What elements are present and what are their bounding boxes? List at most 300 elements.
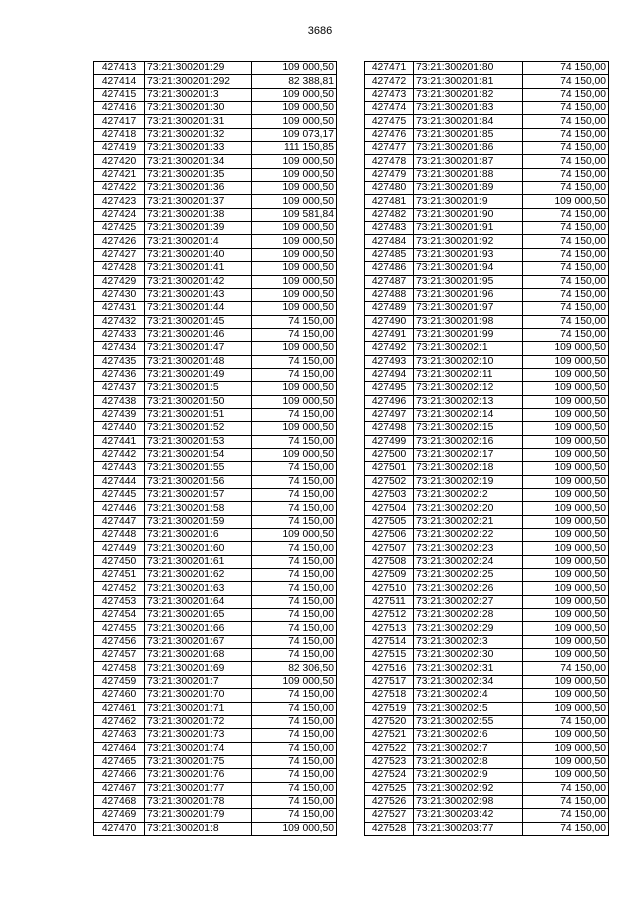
value-cell: 74 150,00 — [523, 315, 609, 328]
record-number-cell: 427456 — [94, 635, 145, 648]
cadastral-number-cell: 73:21:300202:2 — [414, 489, 523, 502]
value-cell: 109 000,50 — [252, 88, 337, 101]
value-cell: 74 150,00 — [523, 62, 609, 75]
cadastral-number-cell: 73:21:300201:92 — [414, 235, 523, 248]
value-cell: 74 150,00 — [252, 635, 337, 648]
value-cell: 74 150,00 — [523, 662, 609, 675]
table-row — [94, 662, 337, 675]
cadastral-number-cell: 73:21:300201:30 — [145, 102, 252, 115]
record-number-cell: 427496 — [365, 395, 414, 408]
value-cell: 109 000,50 — [523, 475, 609, 488]
table-row — [365, 502, 609, 515]
record-number-cell: 427511 — [365, 595, 414, 608]
table-row — [365, 769, 609, 782]
table-row — [365, 795, 609, 808]
value-cell: 109 000,50 — [523, 462, 609, 475]
record-number-cell: 427467 — [94, 782, 145, 795]
cadastral-number-cell: 73:21:300202:5 — [414, 702, 523, 715]
cadastral-number-cell: 73:21:300202:20 — [414, 502, 523, 515]
table-row — [94, 542, 337, 555]
cadastral-number-cell: 73:21:300201:62 — [145, 569, 252, 582]
cadastral-number-cell: 73:21:300201:53 — [145, 435, 252, 448]
value-cell: 74 150,00 — [252, 769, 337, 782]
record-number-cell: 427459 — [94, 675, 145, 688]
cadastral-number-cell: 73:21:300202:31 — [414, 662, 523, 675]
table-row — [365, 462, 609, 475]
cadastral-number-cell: 73:21:300202:3 — [414, 635, 523, 648]
cadastral-number-cell: 73:21:300201:67 — [145, 635, 252, 648]
table-row — [94, 62, 337, 75]
value-cell: 109 000,50 — [523, 635, 609, 648]
table-row — [94, 742, 337, 755]
table-row — [94, 635, 337, 648]
record-number-cell: 427495 — [365, 382, 414, 395]
value-cell: 109 000,50 — [252, 248, 337, 261]
cadastral-number-cell: 73:21:300202:4 — [414, 689, 523, 702]
value-cell: 109 000,50 — [252, 155, 337, 168]
value-cell: 109 000,50 — [252, 302, 337, 315]
record-number-cell: 427444 — [94, 475, 145, 488]
table-row — [94, 555, 337, 568]
cadastral-number-cell: 73:21:300202:55 — [414, 715, 523, 728]
table-row — [94, 102, 337, 115]
cadastral-number-cell: 73:21:300202:9 — [414, 769, 523, 782]
cadastral-number-cell: 73:21:300201:6 — [145, 529, 252, 542]
table-row — [365, 755, 609, 768]
record-number-cell: 427430 — [94, 288, 145, 301]
table-row — [365, 595, 609, 608]
cadastral-number-cell: 73:21:300201:97 — [414, 302, 523, 315]
record-number-cell: 427523 — [365, 755, 414, 768]
value-cell: 109 581,84 — [252, 208, 337, 221]
record-number-cell: 427437 — [94, 382, 145, 395]
record-number-cell: 427490 — [365, 315, 414, 328]
record-number-cell: 427458 — [94, 662, 145, 675]
cadastral-number-cell: 73:21:300202:28 — [414, 609, 523, 622]
record-number-cell: 427491 — [365, 328, 414, 341]
value-cell: 74 150,00 — [252, 368, 337, 381]
table-row — [94, 315, 337, 328]
cadastral-number-cell: 73:21:300202:8 — [414, 755, 523, 768]
table-row — [365, 168, 609, 181]
cadastral-number-cell: 73:21:300202:14 — [414, 408, 523, 421]
table-row — [94, 462, 337, 475]
record-number-cell: 427492 — [365, 342, 414, 355]
record-number-cell: 427505 — [365, 515, 414, 528]
table-row — [94, 702, 337, 715]
cadastral-number-cell: 73:21:300202:24 — [414, 555, 523, 568]
value-cell: 74 150,00 — [523, 275, 609, 288]
table-row — [365, 675, 609, 688]
value-cell: 74 150,00 — [523, 102, 609, 115]
cadastral-number-cell: 73:21:300202:16 — [414, 435, 523, 448]
cadastral-number-cell: 73:21:300201:47 — [145, 342, 252, 355]
value-cell: 109 000,50 — [252, 675, 337, 688]
cadastral-number-cell: 73:21:300202:1 — [414, 342, 523, 355]
record-number-cell: 427464 — [94, 742, 145, 755]
record-number-cell: 427415 — [94, 88, 145, 101]
table-row — [94, 395, 337, 408]
cadastral-number-cell: 73:21:300202:7 — [414, 742, 523, 755]
record-number-cell: 427441 — [94, 435, 145, 448]
table-row — [365, 182, 609, 195]
table-row — [94, 755, 337, 768]
value-cell: 109 000,50 — [523, 502, 609, 515]
cadastral-number-cell: 73:21:300201:73 — [145, 729, 252, 742]
value-cell: 109 000,50 — [523, 595, 609, 608]
value-cell: 109 000,50 — [252, 529, 337, 542]
record-number-cell: 427475 — [365, 115, 414, 128]
cadastral-number-cell: 73:21:300201:61 — [145, 555, 252, 568]
table-row — [365, 248, 609, 261]
cadastral-number-cell: 73:21:300201:54 — [145, 448, 252, 461]
table-row — [94, 582, 337, 595]
value-cell: 109 000,50 — [523, 529, 609, 542]
cadastral-number-cell: 73:21:300202:25 — [414, 569, 523, 582]
cadastral-number-cell: 73:21:300201:37 — [145, 195, 252, 208]
table-row — [365, 315, 609, 328]
record-number-cell: 427420 — [94, 155, 145, 168]
record-number-cell: 427463 — [94, 729, 145, 742]
table-row — [94, 689, 337, 702]
value-cell: 74 150,00 — [523, 248, 609, 261]
record-number-cell: 427522 — [365, 742, 414, 755]
value-cell: 74 150,00 — [523, 142, 609, 155]
record-number-cell: 427436 — [94, 368, 145, 381]
record-number-cell: 427498 — [365, 422, 414, 435]
table-row — [94, 448, 337, 461]
record-number-cell: 427472 — [365, 75, 414, 88]
value-cell: 109 000,50 — [523, 649, 609, 662]
cadastral-number-cell: 73:21:300201:85 — [414, 128, 523, 141]
record-number-cell: 427453 — [94, 595, 145, 608]
value-cell: 109 000,50 — [523, 368, 609, 381]
table-row — [94, 75, 337, 88]
record-number-cell: 427414 — [94, 75, 145, 88]
cadastral-number-cell: 73:21:300201:4 — [145, 235, 252, 248]
record-number-cell: 427493 — [365, 355, 414, 368]
value-cell: 109 000,50 — [252, 262, 337, 275]
value-cell: 109 000,50 — [252, 182, 337, 195]
cadastral-number-cell: 73:21:300201:76 — [145, 769, 252, 782]
record-number-cell: 427477 — [365, 142, 414, 155]
register-table-right — [364, 61, 609, 836]
record-number-cell: 427499 — [365, 435, 414, 448]
cadastral-number-cell: 73:21:300201:96 — [414, 288, 523, 301]
record-number-cell: 427527 — [365, 809, 414, 822]
table-row — [94, 435, 337, 448]
value-cell: 109 000,50 — [252, 168, 337, 181]
table-row — [94, 715, 337, 728]
record-number-cell: 427419 — [94, 142, 145, 155]
value-cell: 74 150,00 — [523, 809, 609, 822]
cadastral-number-cell: 73:21:300201:66 — [145, 622, 252, 635]
cadastral-number-cell: 73:21:300201:51 — [145, 408, 252, 421]
value-cell: 109 000,50 — [523, 555, 609, 568]
cadastral-number-cell: 73:21:300201:99 — [414, 328, 523, 341]
cadastral-number-cell: 73:21:300201:55 — [145, 462, 252, 475]
value-cell: 74 150,00 — [523, 115, 609, 128]
table-row — [365, 422, 609, 435]
cadastral-number-cell: 73:21:300202:30 — [414, 649, 523, 662]
table-row — [365, 395, 609, 408]
value-cell: 74 150,00 — [252, 315, 337, 328]
cadastral-number-cell: 73:21:300201:41 — [145, 262, 252, 275]
table-row — [365, 208, 609, 221]
cadastral-number-cell: 73:21:300201:60 — [145, 542, 252, 555]
cadastral-number-cell: 73:21:300201:34 — [145, 155, 252, 168]
cadastral-number-cell: 73:21:300201:68 — [145, 649, 252, 662]
value-cell: 74 150,00 — [252, 435, 337, 448]
value-cell: 74 150,00 — [523, 168, 609, 181]
cadastral-number-cell: 73:21:300201:86 — [414, 142, 523, 155]
value-cell: 109 000,50 — [523, 448, 609, 461]
table-row — [365, 809, 609, 822]
record-number-cell: 427462 — [94, 715, 145, 728]
value-cell: 74 150,00 — [252, 715, 337, 728]
record-number-cell: 427481 — [365, 195, 414, 208]
table-row — [365, 155, 609, 168]
value-cell: 74 150,00 — [523, 715, 609, 728]
record-number-cell: 427479 — [365, 168, 414, 181]
record-number-cell: 427454 — [94, 609, 145, 622]
record-number-cell: 427508 — [365, 555, 414, 568]
value-cell: 109 000,50 — [523, 569, 609, 582]
value-cell: 109 000,50 — [252, 115, 337, 128]
cadastral-number-cell: 73:21:300201:64 — [145, 595, 252, 608]
cadastral-number-cell: 73:21:300201:70 — [145, 689, 252, 702]
record-number-cell: 427421 — [94, 168, 145, 181]
record-number-cell: 427471 — [365, 62, 414, 75]
value-cell: 74 150,00 — [252, 809, 337, 822]
table-row — [94, 809, 337, 822]
cadastral-number-cell: 73:21:300201:46 — [145, 328, 252, 341]
value-cell: 74 150,00 — [523, 822, 609, 835]
record-number-cell: 427507 — [365, 542, 414, 555]
record-number-cell: 427439 — [94, 408, 145, 421]
cadastral-number-cell: 73:21:300201:94 — [414, 262, 523, 275]
value-cell: 74 150,00 — [523, 88, 609, 101]
record-number-cell: 427524 — [365, 769, 414, 782]
value-cell: 82 388,81 — [252, 75, 337, 88]
table-row — [365, 489, 609, 502]
value-cell: 109 000,50 — [523, 195, 609, 208]
record-number-cell: 427525 — [365, 782, 414, 795]
table-row — [94, 88, 337, 101]
table-row — [94, 328, 337, 341]
table-row — [365, 582, 609, 595]
table-row — [94, 609, 337, 622]
record-number-cell: 427446 — [94, 502, 145, 515]
table-row — [365, 622, 609, 635]
value-cell: 74 150,00 — [252, 582, 337, 595]
cadastral-number-cell: 73:21:300201:31 — [145, 115, 252, 128]
record-number-cell: 427494 — [365, 368, 414, 381]
value-cell: 109 000,50 — [523, 489, 609, 502]
record-number-cell: 427480 — [365, 182, 414, 195]
value-cell: 109 073,17 — [252, 128, 337, 141]
table-row — [365, 102, 609, 115]
record-number-cell: 427506 — [365, 529, 414, 542]
cadastral-number-cell: 73:21:300201:84 — [414, 115, 523, 128]
value-cell: 74 150,00 — [523, 208, 609, 221]
record-number-cell: 427503 — [365, 489, 414, 502]
record-number-cell: 427452 — [94, 582, 145, 595]
value-cell: 74 150,00 — [252, 622, 337, 635]
table-row — [94, 302, 337, 315]
record-number-cell: 427465 — [94, 755, 145, 768]
cadastral-number-cell: 73:21:300202:29 — [414, 622, 523, 635]
cadastral-number-cell: 73:21:300202:34 — [414, 675, 523, 688]
value-cell: 109 000,50 — [523, 675, 609, 688]
table-row — [365, 435, 609, 448]
cadastral-number-cell: 73:21:300201:82 — [414, 88, 523, 101]
cadastral-number-cell: 73:21:300201:81 — [414, 75, 523, 88]
record-number-cell: 427432 — [94, 315, 145, 328]
value-cell: 74 150,00 — [252, 595, 337, 608]
table-row — [365, 222, 609, 235]
table-row — [365, 569, 609, 582]
cadastral-number-cell: 73:21:300201:36 — [145, 182, 252, 195]
value-cell: 109 000,50 — [252, 342, 337, 355]
table-row — [365, 328, 609, 341]
record-number-cell: 427518 — [365, 689, 414, 702]
table-row — [365, 689, 609, 702]
record-number-cell: 427418 — [94, 128, 145, 141]
cadastral-number-cell: 73:21:300202:27 — [414, 595, 523, 608]
table-row — [365, 408, 609, 421]
record-number-cell: 427486 — [365, 262, 414, 275]
value-cell: 74 150,00 — [252, 408, 337, 421]
table-row — [365, 302, 609, 315]
value-cell: 74 150,00 — [252, 475, 337, 488]
cadastral-number-cell: 73:21:300201:57 — [145, 489, 252, 502]
cadastral-number-cell: 73:21:300202:11 — [414, 368, 523, 381]
cadastral-number-cell: 73:21:300201:90 — [414, 208, 523, 221]
page-number: 3686 — [307, 25, 333, 37]
value-cell: 74 150,00 — [252, 729, 337, 742]
cadastral-number-cell: 73:21:300202:23 — [414, 542, 523, 555]
table-row — [365, 649, 609, 662]
value-cell: 74 150,00 — [252, 328, 337, 341]
table-row — [365, 128, 609, 141]
value-cell: 109 000,50 — [523, 609, 609, 622]
table-row — [365, 635, 609, 648]
record-number-cell: 427433 — [94, 328, 145, 341]
record-number-cell: 427483 — [365, 222, 414, 235]
value-cell: 74 150,00 — [523, 182, 609, 195]
cadastral-number-cell: 73:21:300202:17 — [414, 448, 523, 461]
record-number-cell: 427422 — [94, 182, 145, 195]
table-row — [94, 142, 337, 155]
record-number-cell: 427485 — [365, 248, 414, 261]
value-cell: 109 000,50 — [252, 235, 337, 248]
table-row — [365, 368, 609, 381]
value-cell: 109 000,50 — [523, 729, 609, 742]
table-row — [94, 422, 337, 435]
record-number-cell: 427516 — [365, 662, 414, 675]
value-cell: 74 150,00 — [523, 75, 609, 88]
value-cell: 109 000,50 — [523, 342, 609, 355]
value-cell: 74 150,00 — [523, 262, 609, 275]
record-number-cell: 427447 — [94, 515, 145, 528]
record-number-cell: 427528 — [365, 822, 414, 835]
cadastral-number-cell: 73:21:300202:19 — [414, 475, 523, 488]
record-number-cell: 427515 — [365, 649, 414, 662]
value-cell: 109 000,50 — [523, 435, 609, 448]
table-row — [365, 235, 609, 248]
record-number-cell: 427455 — [94, 622, 145, 635]
record-number-cell: 427521 — [365, 729, 414, 742]
value-cell: 109 000,50 — [523, 622, 609, 635]
table-row — [365, 288, 609, 301]
cadastral-number-cell: 73:21:300201:72 — [145, 715, 252, 728]
record-number-cell: 427513 — [365, 622, 414, 635]
table-row — [365, 822, 609, 835]
cadastral-number-cell: 73:21:300202:13 — [414, 395, 523, 408]
table-row — [94, 248, 337, 261]
table-row — [94, 382, 337, 395]
record-number-cell: 427489 — [365, 302, 414, 315]
record-number-cell: 427482 — [365, 208, 414, 221]
record-number-cell: 427457 — [94, 649, 145, 662]
cadastral-number-cell: 73:21:300201:45 — [145, 315, 252, 328]
value-cell: 74 150,00 — [252, 649, 337, 662]
value-cell: 74 150,00 — [523, 155, 609, 168]
table-row — [94, 475, 337, 488]
value-cell: 74 150,00 — [252, 702, 337, 715]
cadastral-number-cell: 73:21:300201:8 — [145, 822, 252, 835]
table-row — [94, 675, 337, 688]
table-row — [365, 782, 609, 795]
record-number-cell: 427478 — [365, 155, 414, 168]
table-row — [365, 715, 609, 728]
cadastral-number-cell: 73:21:300203:42 — [414, 809, 523, 822]
table-row — [94, 128, 337, 141]
value-cell: 109 000,50 — [252, 62, 337, 75]
table-row — [94, 262, 337, 275]
value-cell: 109 000,50 — [252, 422, 337, 435]
record-number-cell: 427473 — [365, 88, 414, 101]
value-cell: 109 000,50 — [252, 102, 337, 115]
cadastral-number-cell: 73:21:300201:3 — [145, 88, 252, 101]
value-cell: 109 000,50 — [252, 448, 337, 461]
record-number-cell: 427512 — [365, 609, 414, 622]
value-cell: 109 000,50 — [252, 222, 337, 235]
cadastral-number-cell: 73:21:300201:71 — [145, 702, 252, 715]
record-number-cell: 427438 — [94, 395, 145, 408]
record-number-cell: 427431 — [94, 302, 145, 315]
cadastral-number-cell: 73:21:300201:49 — [145, 368, 252, 381]
value-cell: 74 150,00 — [523, 128, 609, 141]
table-row — [365, 529, 609, 542]
table-row — [94, 569, 337, 582]
record-number-cell: 427519 — [365, 702, 414, 715]
table-row — [365, 75, 609, 88]
cadastral-number-cell: 73:21:300201:87 — [414, 155, 523, 168]
value-cell: 74 150,00 — [252, 755, 337, 768]
value-cell: 74 150,00 — [252, 502, 337, 515]
cadastral-number-cell: 73:21:300201:40 — [145, 248, 252, 261]
table-row — [94, 408, 337, 421]
table-row — [365, 355, 609, 368]
table-row — [365, 448, 609, 461]
record-number-cell: 427416 — [94, 102, 145, 115]
record-number-cell: 427487 — [365, 275, 414, 288]
record-number-cell: 427520 — [365, 715, 414, 728]
cadastral-number-cell: 73:21:300201:79 — [145, 809, 252, 822]
table-row — [94, 649, 337, 662]
